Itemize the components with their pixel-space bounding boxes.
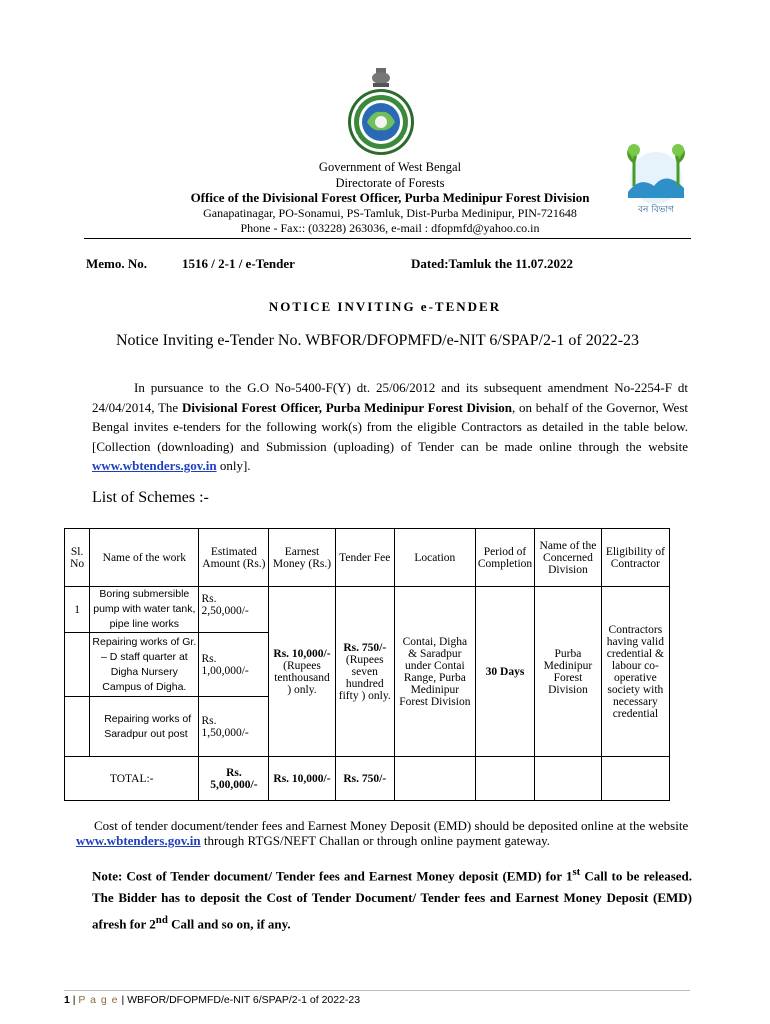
fee-words: (Rupees seven hundred fifty ) only. — [338, 653, 391, 702]
footer-divider — [64, 990, 690, 991]
directorate-name: Directorate of Forests — [335, 176, 445, 190]
intro-text-1: In pursuance to the G.O No-5400-F(Y) dt. 25/06/2012 and its subsequent amendment No-2254-F dt 24/04/2014, The — [92, 380, 688, 415]
col-fee: Tender Fee — [335, 529, 394, 587]
government-name: Government of West Bengal — [318, 160, 462, 174]
note-sup-2: nd — [155, 914, 168, 927]
total-empty-cell — [394, 757, 475, 801]
table-header-row — [65, 529, 670, 587]
page-number: 1 — [64, 994, 70, 1006]
table-total-row — [65, 757, 670, 801]
total-amount: Rs. 5,00,000/- — [199, 757, 269, 801]
total-fee: Rs. 750/- — [335, 757, 394, 801]
total-label: TOTAL:- — [65, 757, 199, 801]
total-empty-cell — [475, 757, 534, 801]
note-text-2: Call to be released. The Bidder has to deposit the Cost of Tender Document/ Tender fees and Earnest Money Deposit (EMD) afresh for 2 — [92, 868, 693, 932]
row-amount: Rs. 1,50,000/- — [199, 697, 269, 757]
intro-text-2: , on behalf of the Governor, West Bengal invites e-tenders for the following work(s) from the eligible Contractors as detailed in the table below. [Collection (downloading) and Submission (uploading) of Tender can be made online through the website — [92, 399, 688, 454]
period-cell: 30 Days — [475, 587, 534, 757]
cost-text-1: Cost of tender document/tender fees and Earnest Money Deposit (EMD) should be deposited online at the website — [94, 818, 689, 833]
office-address: Ganapatinagar, PO-Sonamui, PS-Tamluk, Dist-Purba Medinipur, PIN-721648 — [203, 206, 577, 220]
row-work: Repairing works of Gr. – D staff quarter at Digha Nursery Campus of Digha. — [90, 633, 199, 697]
cost-note — [76, 818, 696, 848]
office-name: Office of the Divisional Forest Officer, Purba Medinipur Forest Division — [190, 190, 590, 205]
memo-label: Memo. No. — [86, 256, 148, 271]
office-contact: Phone - Fax:: (03228) 263036, e-mail : dfopmfd@yahoo.co.in — [240, 221, 540, 235]
total-empty-cell — [601, 757, 669, 801]
wbtenders-link[interactable]: www.wbtenders.gov.in — [92, 458, 217, 473]
earnest-amount: Rs. 10,000/- — [273, 647, 331, 660]
division-cell: Purba Medinipur Forest Division — [535, 587, 602, 757]
total-empty-cell — [535, 757, 602, 801]
col-sl: Sl. No — [65, 529, 90, 587]
col-work: Name of the work — [90, 529, 199, 587]
col-earnest: Earnest Money (Rs.) — [269, 529, 335, 587]
location-cell: Contai, Digha & Saradpur under Contai Range, Purba Medinipur Forest Division — [394, 587, 475, 757]
cost-text-2: through RTGS/NEFT Challan or through online payment gateway. — [200, 833, 551, 848]
notice-number: Notice Inviting e-Tender No. WBFOR/DFOPMFD/e-NIT 6/SPAP/2-1 of 2022-23 — [116, 332, 640, 349]
col-location: Location — [394, 529, 475, 587]
fee-amount: Rs. 750/- — [343, 641, 387, 654]
footer-reference: WBFOR/DFOPMFD/e-NIT 6/SPAP/2-1 of 2022-23 — [127, 994, 361, 1006]
row-sl: 1 — [65, 587, 90, 633]
earnest-words: (Rupees tenthousand ) only. — [274, 659, 330, 696]
page-footer: 1 | P a g e | WBFOR/DFOPMFD/e-NIT 6/SPAP/2-1 of 2022-23 — [64, 994, 361, 1006]
page-word: P a g e — [78, 994, 119, 1006]
intro-text-3: only]. — [216, 458, 251, 473]
note-text-3: Call and so on, if any. — [167, 916, 291, 932]
header-divider — [84, 238, 691, 239]
schemes-table — [64, 528, 670, 801]
forest-department-logo — [620, 140, 692, 220]
west-bengal-emblem — [343, 66, 419, 158]
row-amount: Rs. 1,00,000/- — [199, 633, 269, 697]
note-sup-1: st — [572, 866, 581, 878]
emd-note — [92, 861, 692, 936]
logo-text: বন বিভাগ — [637, 205, 675, 215]
eligibility-cell: Contractors having valid credential & labour co-operative society with necessary credential — [601, 587, 669, 757]
wbtenders-link-2[interactable]: www.wbtenders.gov.in — [76, 833, 201, 848]
notice-title: NOTICE INVITING e-TENDER — [268, 299, 502, 314]
col-period: Period of Completion — [475, 529, 534, 587]
memo-number: 1516 / 2-1 / e-Tender — [182, 256, 295, 271]
row-sl — [65, 633, 90, 697]
row-work: Boring submersible pump with water tank, pipe line works — [90, 587, 199, 633]
col-eligibility: Eligibility of Contractor — [601, 529, 669, 587]
col-division: Name of the Concerned Division — [535, 529, 602, 587]
row-work: Repairing works of Saradpur out post — [90, 697, 199, 757]
col-estimated: Estimated Amount (Rs.) — [199, 529, 269, 587]
earnest-cell — [269, 587, 335, 757]
note-text-1: Note: Cost of Tender document/ Tender fees and Earnest Money deposit (EMD) for 1 — [92, 868, 573, 884]
row-amount: Rs. 2,50,000/- — [199, 587, 269, 633]
schemes-heading: List of Schemes :- — [92, 489, 209, 506]
fee-cell — [335, 587, 394, 757]
table-row — [65, 587, 670, 633]
intro-paragraph — [92, 378, 688, 476]
intro-officer: Divisional Forest Officer, Purba Medinipur Forest Division — [181, 399, 513, 415]
total-earnest: Rs. 10,000/- — [269, 757, 335, 801]
memo-date: Dated:Tamluk the 11.07.2022 — [411, 256, 574, 271]
row-sl — [65, 697, 90, 757]
